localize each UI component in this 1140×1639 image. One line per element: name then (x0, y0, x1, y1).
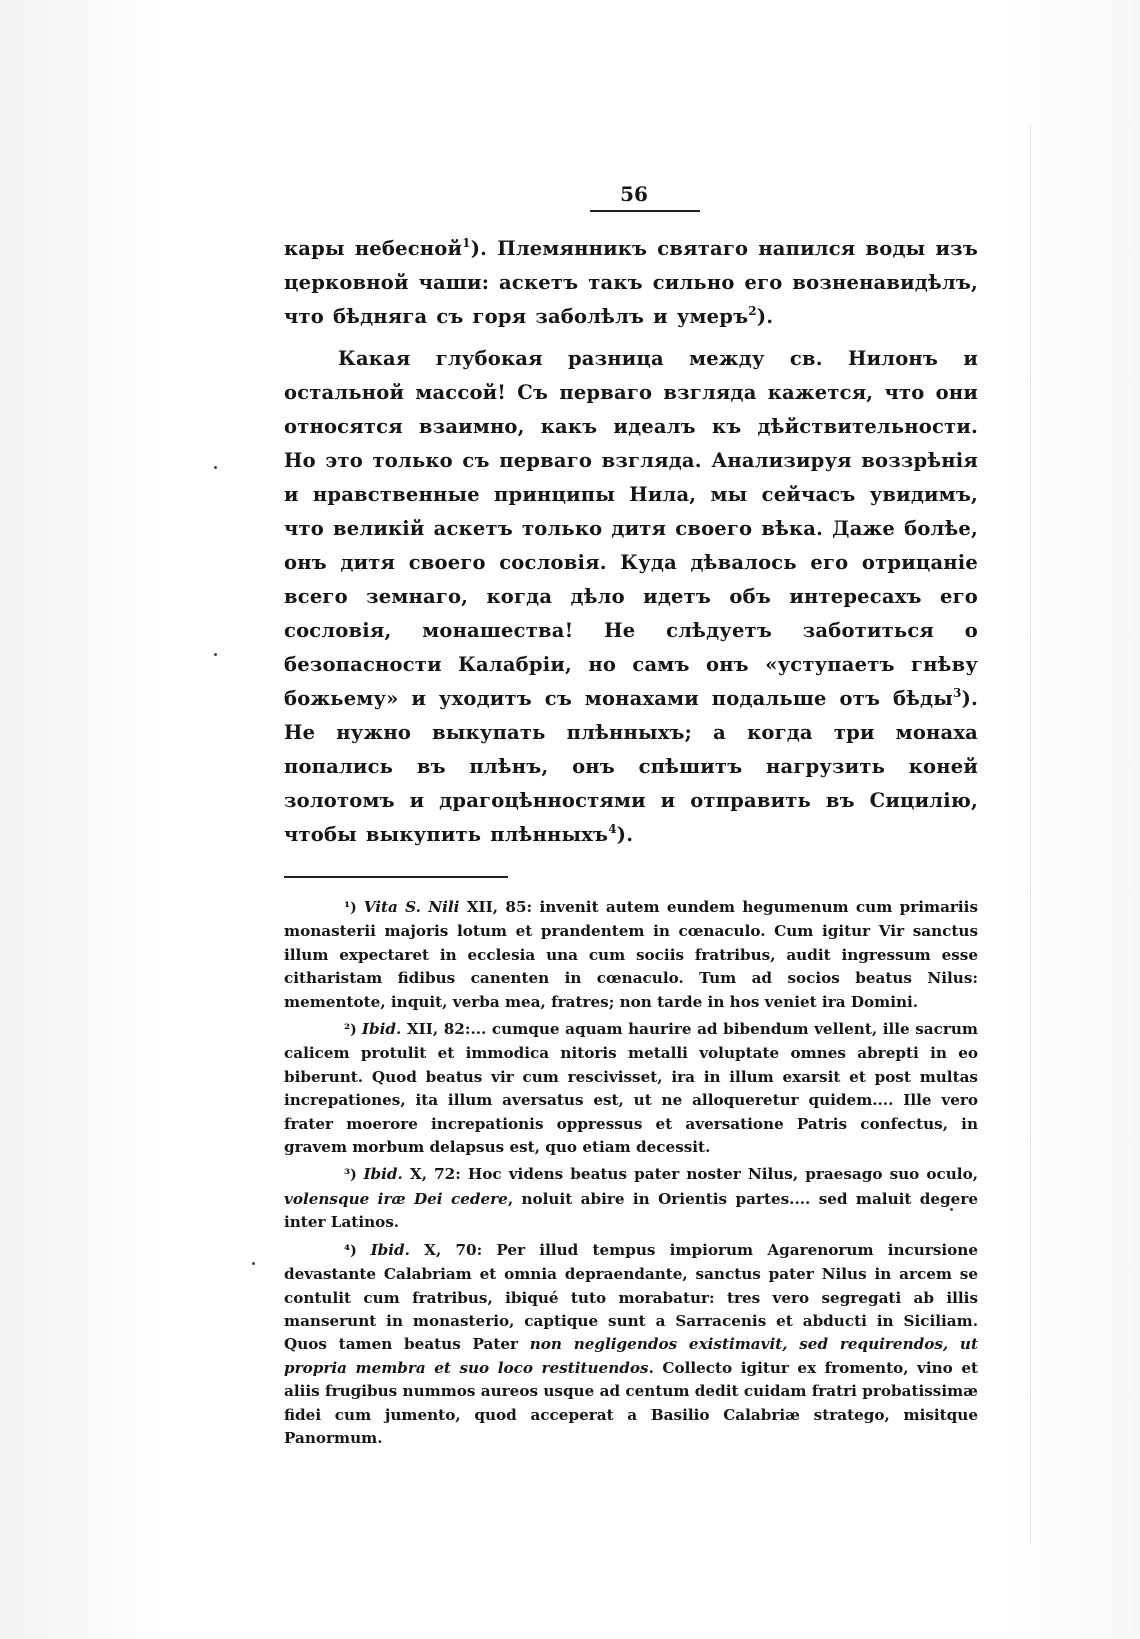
footnote-text: X, 72: Hoc videns beatus pater noster Nilus, praesago suo oculo, (402, 1165, 978, 1184)
paragraph-text: Какая глубокая разница между св. Нилонъ и остальной массой! Съ перваго взгляда кажется, что они относятся взаимно, какъ идеалъ къ дѣйствительности. Но это только съ перваго взгляда. Анализируя воззрѣнія и нравственные принципы Нила, мы сейчасъ увидимъ, что великій аскетъ только дитя своего вѣка. Даже болѣе, онъ дитя своего сословія. Куда дѣвалось его отрицаніе всего земнаго, когда дѣло идетъ объ интересахъ его сословія, монашества! Не слѣдуетъ заботиться о безопасности Калабріи, но самъ онъ «уступаетъ гнѣву божьему» и уходитъ съ монахами подальше отъ бѣды (284, 347, 978, 710)
footnote-italic-text: volensque iræ Dei cedere (284, 1189, 508, 1208)
footnote-marker: ²) (344, 1022, 362, 1039)
paragraph-text: ). (616, 823, 634, 846)
scan-speck (214, 466, 217, 469)
footnote-italic-text: Ibid. (363, 1165, 403, 1184)
footnote-text: XII, 82:... cumque aquam haurire ad bibendum vellent, ille sacrum calicem protulit et immodica nitoris metalli voluptate omnes abrepti in eo biberunt. Quod beatus vir cum rescivisset, ira in illum exarsit et post multas increpationes, ita illum aversatus est, ut ne alloqueretur quidem.... Ille vero frater moerore increpationis oppressus et aversatione Patris confectus, in gravem morbum delapsus est, quo etiam decessit. (284, 1020, 978, 1157)
scan-speck (252, 1262, 255, 1265)
scan-speck (214, 653, 217, 656)
paragraph-footnote-ref: 3 (953, 686, 962, 700)
footnote-text: XII, 85: invenit autem eundem hegumenum cum primariis monasterii majoris lotum et prandentem in cœnaculo. Cum igitur Vir sanctus illum expectaret in ecclesia una cum sociis fratribus, audit ingressum esse citharistam fidibus canenten in cœnaculo. Tum ad socios beatus Nilus: mementote, inquit, verba mea, fratres; non tarde in hos veniet ira Domini. (284, 898, 979, 1011)
footnote-italic-text: Ibid. (361, 1020, 402, 1039)
footnote-marker: ⁴) (344, 1242, 371, 1259)
footnote-text: , noluit abire in Orientis partes.... sed maluit degere inter Latinos. (284, 1189, 979, 1232)
footnote-marker: ³) (344, 1167, 364, 1184)
paragraph-text: кары небесной (284, 237, 463, 260)
footnote-text: X, 70: Per illud tempus impiorum Agarenorum incursione devastante Calabriam et omnia depraendante, sanctus pater Nilus in arcem se contulit cum fratribus, ibiqué tuto morabatur: tres vero segregati ab illis manserunt in monasterio, captique sunt a Sarracenis et abducti in Siciliam. Quos tamen beatus Pater (284, 1240, 978, 1354)
footnote-italic-text: Ibid. (370, 1240, 410, 1259)
footnote-3 (284, 1163, 978, 1234)
paragraph-footnote-ref: 1 (462, 236, 471, 250)
paragraph-text: ). Племянникъ святаго напился воды изъ церковной чаши: аскетъ такъ сильно его возненавидѣлъ, что бѣдняга съ горя заболѣлъ и умеръ (284, 237, 978, 328)
footnote-4 (284, 1239, 978, 1451)
paragraph-footnote-ref: 4 (608, 822, 617, 836)
page-number-rule (590, 210, 700, 212)
page-number: 56 (620, 182, 648, 206)
paragraph-text: ). Не нужно выкупать плѣнныхъ; а когда три монаха попались въ плѣнъ, онъ спѣшитъ нагрузить коней золотомъ и драгоцѣнностями и отправить въ Сицилію, чтобы выкупить плѣнныхъ (284, 687, 978, 846)
footnote-italic-text: non negligendos existimavit, sed requirendos, ut propria membra et suo loco restituendos (284, 1335, 978, 1377)
paragraph-2 (284, 342, 978, 852)
paragraph-footnote-ref: 2 (748, 304, 757, 318)
paragraph-1 (284, 232, 978, 334)
footnote-separator (284, 876, 508, 878)
footnote-1 (284, 896, 978, 1014)
paragraph-text: ). (756, 305, 774, 328)
page-edge-shadow (1030, 125, 1031, 1545)
footnote-text: . Collecto igitur ex fromento, vino et aliis frugibus nummos aureos usque ad centum dedit cuidam fratri probatissimæ fidei cum jumento, quod acceperat a Basilio Calabriæ stratego, misitque Panormum. (284, 1358, 978, 1447)
footnote-2 (284, 1018, 978, 1159)
footnote-marker: ¹) (344, 900, 364, 916)
footnote-italic-text: Vita S. Nili (363, 898, 460, 916)
book-page (284, 180, 978, 1454)
